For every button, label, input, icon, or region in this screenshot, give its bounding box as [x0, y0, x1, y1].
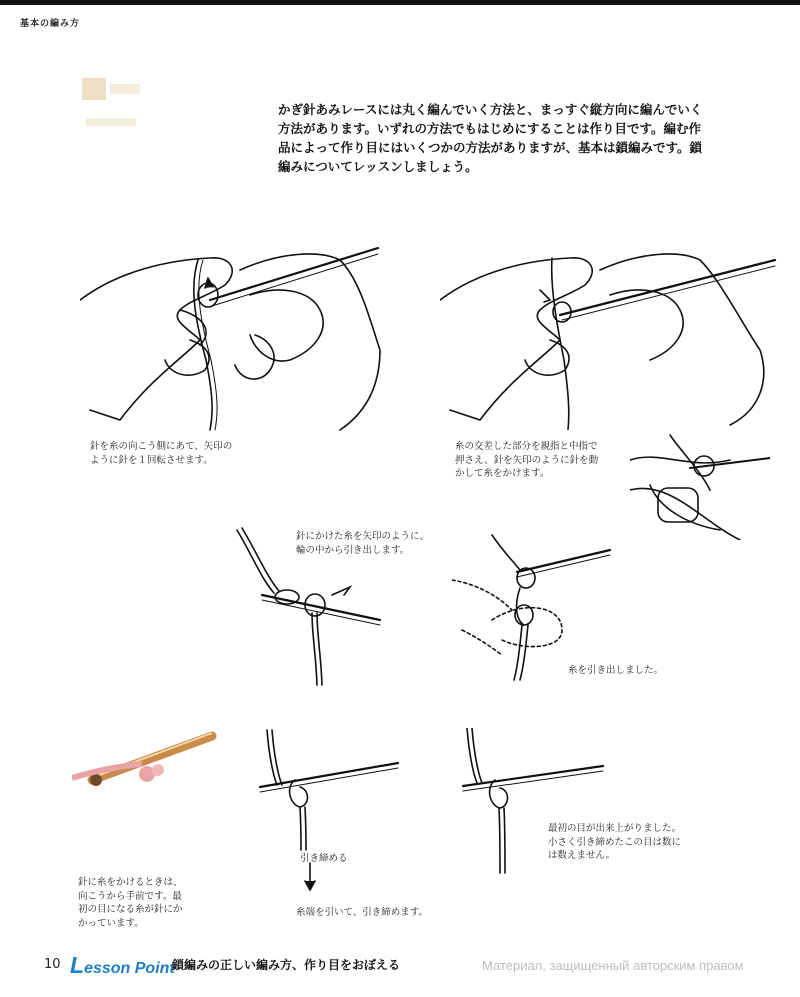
- crochet-hook-photo: [72, 722, 220, 792]
- caption-step2: 糸の交差した部分を親指と中指で 押さえ、針を矢印のように針を動 かして糸をかけます。: [455, 441, 599, 479]
- faded-logo-mark: [82, 78, 152, 138]
- figure-inset-detail: [630, 430, 770, 540]
- lesson-rest: esson Point: [84, 960, 175, 977]
- label-tighten: 引き締める: [300, 853, 348, 864]
- figure-drawn-out: [452, 530, 612, 685]
- page-number: 10: [44, 957, 61, 972]
- section-label: 基本の編み方: [20, 19, 81, 29]
- top-rule: [0, 0, 800, 5]
- caption-step1: 針を糸の向こう側にあて、矢印の ように針を１回転させます。: [90, 441, 233, 466]
- copyright-watermark: Материал, защищенный авторским правом: [482, 958, 744, 973]
- page-footer: [0, 948, 800, 988]
- caption-step7: 最初の目が出来上がりました。 小さく引き締めたこの目は数に は数えません。: [548, 823, 682, 861]
- caption-step4: 糸を引き出しました。: [568, 665, 664, 676]
- lesson-title: 鎖編みの正しい編み方、作り目をおぼえる: [172, 958, 401, 972]
- caption-step6: 糸端を引いて、引き締めます。: [296, 907, 429, 918]
- figure-yarn-over: [440, 240, 780, 430]
- figure-hook-rotate: [80, 240, 390, 440]
- lesson-point-heading: [70, 952, 175, 979]
- caption-step3: 針にかけた糸を矢印のように、 輪の中から引き出します。: [296, 531, 430, 556]
- figure-tighten: [255, 725, 400, 895]
- intro-text: かぎ針あみレースには丸く編んでいく方法と、まっすぐ縦方向に編んでいく方法があります。いずれの方法でもはじめにすることは作り目です。編む作品によって作り目にはいくつかの方法がありますが、基本は鎖編みです。鎖編みについてレッスンしましょう。: [278, 102, 703, 174]
- caption-step5: 針に糸をかけるときは、 向こうから手前です。最 初の目になる糸が針にか かっています。: [78, 877, 183, 929]
- lesson-initial: L: [70, 952, 85, 978]
